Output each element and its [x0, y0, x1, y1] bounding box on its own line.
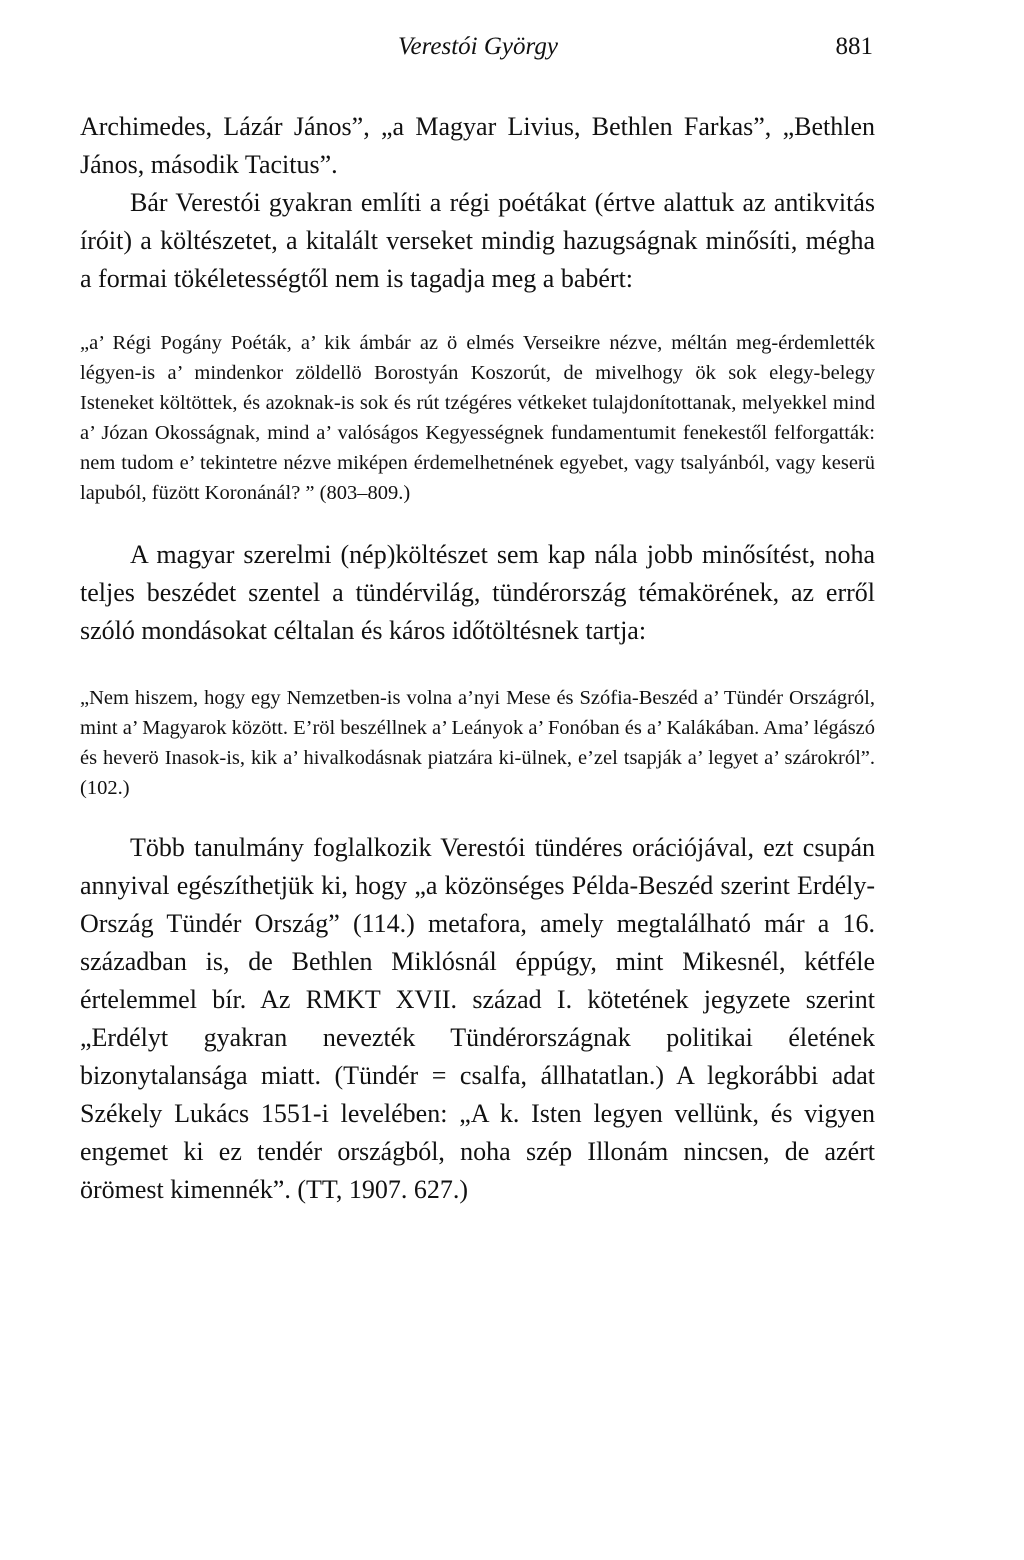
block-quote-fairyland: „Nem hiszem, hogy egy Nemzetben-is volna a’nyi Mese és Szófia-Beszéd a’ Tündér Országról, mint a’ Magyarok között. E’röl beszéllnek a’ Leányok a’ Fonóban és a’ Kalákában. Ama’ légászó és heverö Inasok-is, kik a’ hivalkodásnak piatzára ki-ülnek, e’zel tsapják a’ legyet a’ szárokról”. (102.): [80, 687, 876, 799]
running-head: [80, 30, 875, 64]
paragraph-poets: Bár Verestói gyakran említi a régi poétákat (értve alattuk az antikvitás íróit) a költészetet, a kitalált verseket mindig hazugságnak minősíti, mégha a formai tökéletességtől nem is tagadja meg a babért:: [80, 188, 875, 293]
book-page: [80, 30, 875, 1209]
page-number: 881: [835, 33, 873, 60]
block-quote-poets: „a’ Régi Pogány Poéták, a’ kik ámbár az ö elmés Verseikre nézve, méltán meg-érdemlették légyen-is a’ mindenkor zöldellö Borostyán Koszorút, de mivelhogy ök sok elegy-belegy Isteneket költöttek, és azoknak-is sok és rút tzégéres vétkeket tulajdonítottanak, melyekkel mind a’ Józan Okosságnak, mind a’ valóságos Kegyességnek fundamentumit fenekestől felforgatták: nem tudom e’ tekintetre nézve miképen érdemelhetnének egyebet, vagy tsalyánból, vagy keserü lapuból, füzött Koronánál? ” (803–809.): [80, 332, 875, 504]
paragraph-continuation: Archimedes, Lázár János”, „a Magyar Livius, Bethlen Farkas”, „Bethlen János, második Tacitus”.: [80, 112, 875, 179]
paragraph-folk-poetry: A magyar szerelmi (nép)költészet sem kap nála jobb minősítést, noha teljes beszédet szentel a tündérvilág, tündérország témakörének, az erről szóló mondásokat céltalan és káros időtöltésnek tartja:: [80, 540, 875, 645]
running-title: Verestói György: [398, 33, 558, 60]
paragraph-fairy-oration: Több tanulmány foglalkozik Verestói tündéres orációjával, ezt csupán annyival egészíthetjük ki, hogy „a közönséges Példa-Beszéd szerint Erdély-Ország Tündér Ország” (114.) metafora, amely megtalálható már a 16. században is, de Bethlen Miklósnál éppúgy, mint Mikesnél, kétféle értelemmel bír. Az RMKT XVII. század I. kötetének jegyzete szerint „Erdélyt gyakran nevezték Tündérországnak politikai életének bizonytalansága miatt. (Tündér = csalfa, állhatatlan.) A legkorábbi adat Székely Lukács 1551-i levelében: „A k. Isten legyen vellünk, és vigyen engemet ki ez tendér országból, noha szép Illonám nincsen, de azért örömest kimennék”. (TT, 1907. 627.): [80, 833, 875, 1204]
